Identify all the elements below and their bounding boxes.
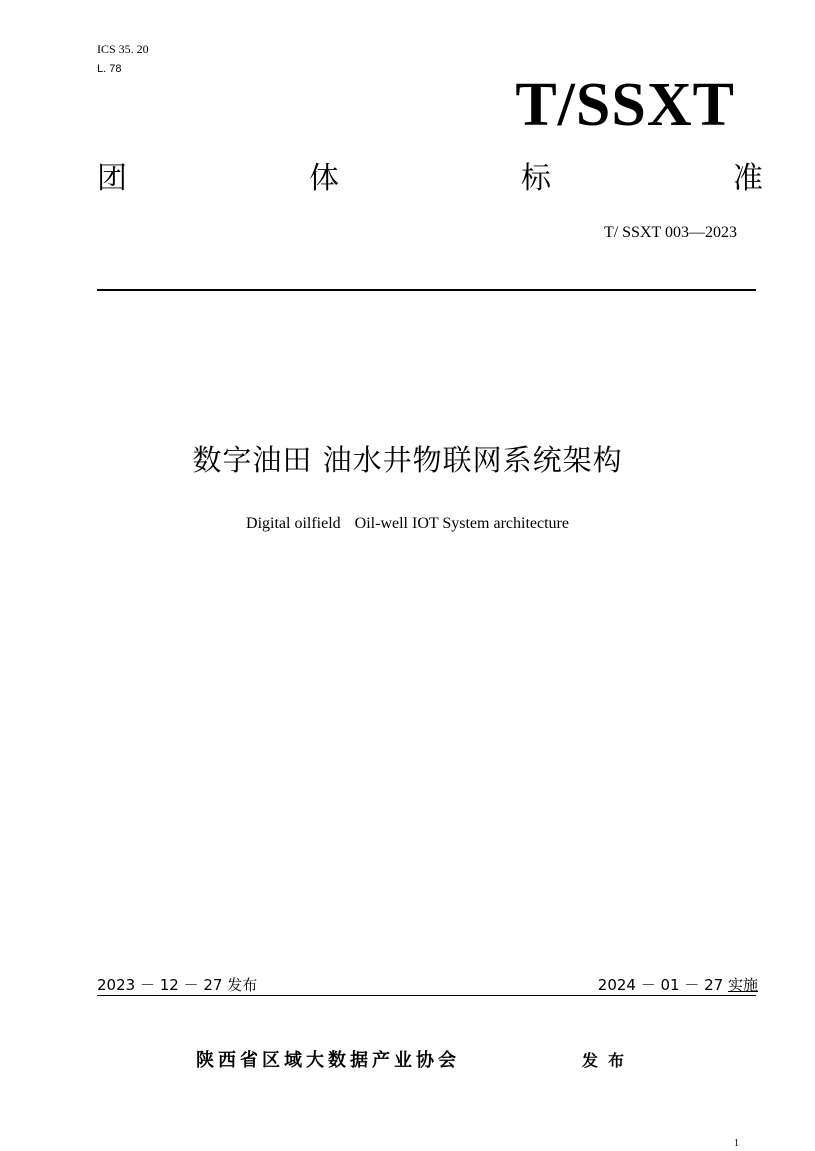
- standard-type-heading: [97, 160, 763, 198]
- publish-word: 发布: [582, 1051, 635, 1070]
- publish-label: 发布: [227, 976, 258, 994]
- publish-date: 2023 － 12 － 27: [97, 976, 223, 994]
- title-english: [0, 514, 815, 534]
- ics-code: ICS 35. 20: [97, 42, 149, 56]
- implement-label: 实施: [727, 976, 758, 994]
- title-english-part2: Oil-well IOT System architecture: [354, 515, 569, 532]
- date-divider: [97, 995, 756, 996]
- publish-date-line: [97, 975, 257, 995]
- title-chinese: 数字油田 油水井物联网系统架构: [192, 443, 623, 477]
- page-number: 1: [734, 1138, 739, 1149]
- implement-date-line: [598, 975, 758, 995]
- organization-code: T/SSXT: [515, 71, 735, 139]
- header-divider: [97, 289, 756, 291]
- standard-type-char: 标: [521, 161, 551, 196]
- title-english-part1: Digital oilfield: [246, 515, 341, 532]
- publisher-name: 陕西省区域大数据产业协会: [196, 1050, 460, 1071]
- standard-number: T/ SSXT 003—2023: [603, 224, 737, 241]
- standard-type-char: 团: [97, 161, 127, 196]
- ccs-code: L. 78: [97, 63, 122, 75]
- standard-type-char: 准: [733, 161, 763, 196]
- standard-type-char: 体: [309, 161, 339, 196]
- implement-date: 2024 － 01 － 27: [597, 976, 724, 994]
